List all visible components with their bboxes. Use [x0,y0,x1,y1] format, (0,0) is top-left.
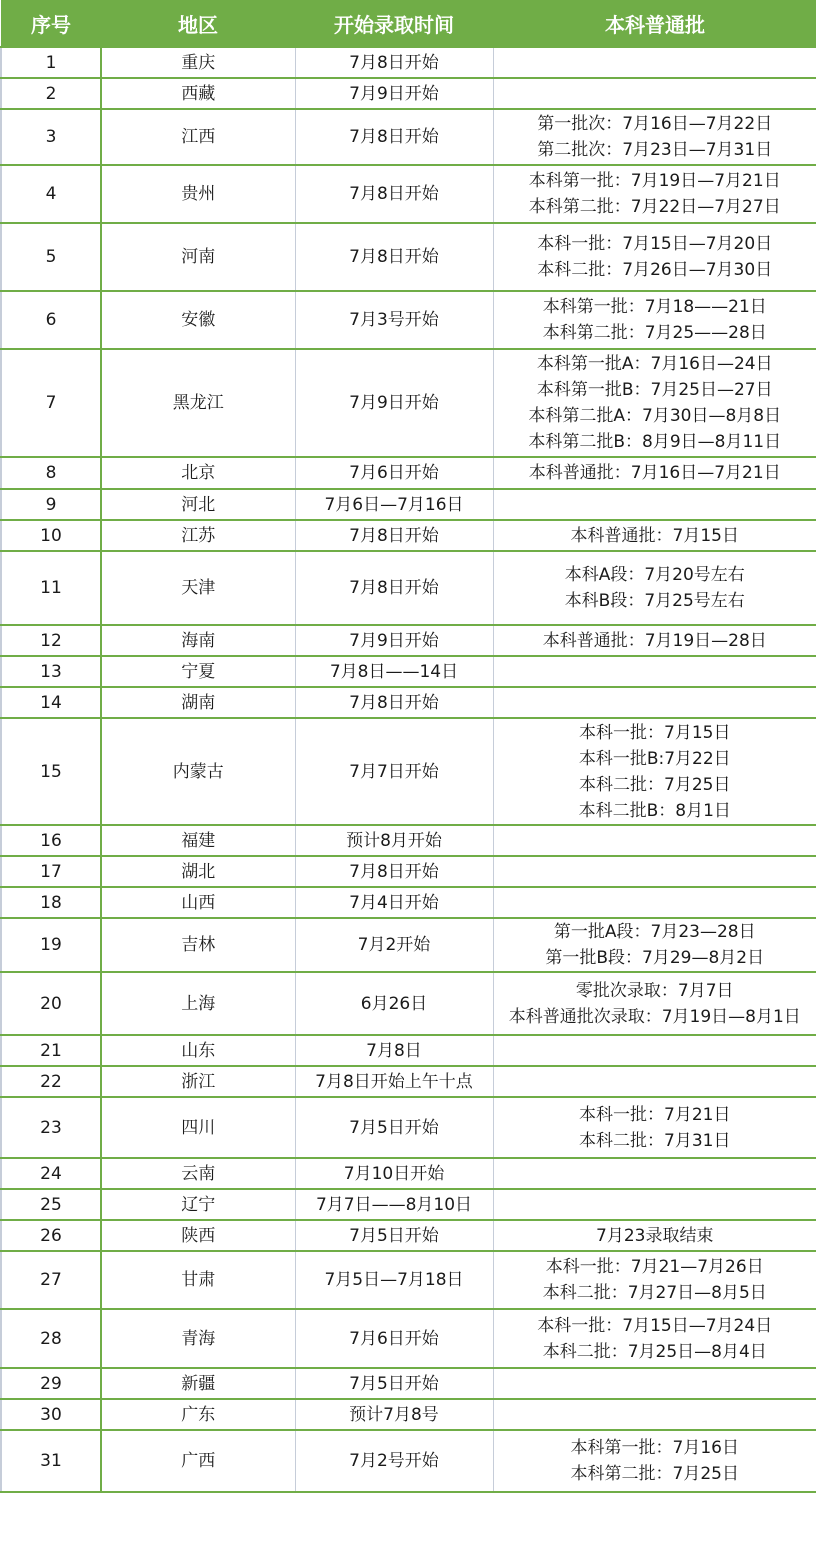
table-row [1,1035,816,1066]
row-batch-schedule [493,1220,816,1251]
row-region: 陕西 [101,1220,295,1251]
row-start-time: 7月8日开始 [295,47,493,78]
batch-line: 第二批次：7月23日—7月31日 [537,140,773,160]
row-batch-schedule [493,918,816,972]
row-region: 河北 [101,489,295,520]
header-region: 地区 [101,0,295,47]
row-batch-schedule [493,1368,816,1399]
row-index: 6 [1,291,101,349]
row-region: 浙江 [101,1066,295,1097]
table-row [1,856,816,887]
row-index: 29 [1,1368,101,1399]
batch-line: 本科第一批B：7月25日—27日 [536,380,773,400]
row-region: 贵州 [101,165,295,223]
row-start-time: 7月6日开始 [295,1309,493,1368]
row-region: 湖北 [101,856,295,887]
row-region: 新疆 [101,1368,295,1399]
row-batch-schedule [493,1158,816,1189]
row-region: 江苏 [101,520,295,551]
row-region: 甘肃 [101,1251,295,1309]
batch-line: 本科一批B:7月22日 [578,748,731,769]
row-index: 7 [1,349,101,457]
row-start-time: 预计8月开始 [295,825,493,856]
row-region: 山东 [101,1035,295,1066]
batch-line: 本科一批：7月15日—7月20日 [537,234,773,254]
table-row [1,47,816,78]
row-batch-schedule [493,1309,816,1368]
table-row [1,1430,816,1492]
table-body [1,47,816,1492]
table-row [1,1220,816,1251]
row-index: 14 [1,687,101,718]
table-row [1,1251,816,1309]
table-row [1,520,816,551]
row-region: 重庆 [101,47,295,78]
row-start-time: 7月6日—7月16日 [295,489,493,520]
row-batch-schedule [493,349,816,457]
row-region: 北京 [101,457,295,489]
row-region: 青海 [101,1309,295,1368]
row-start-time: 7月8日开始 [295,520,493,551]
row-batch-schedule [493,165,816,223]
row-batch-schedule [493,856,816,887]
row-start-time: 7月8日开始 [295,856,493,887]
table-row [1,1097,816,1158]
batch-line: 第一批A段：7月23—28日 [553,922,756,942]
row-batch-schedule [493,1097,816,1158]
batch-line: 本科二批B：8月1日 [578,800,731,821]
batch-line: 第一批次：7月16日—7月22日 [537,114,773,134]
row-index: 12 [1,625,101,656]
batch-line: 本科第二批A：7月30日—8月8日 [528,406,782,426]
row-index: 26 [1,1220,101,1251]
batch-line: 本科二批：7月27日—8月5日 [542,1283,767,1303]
row-batch-schedule [493,825,816,856]
table-row [1,887,816,918]
batch-line: 本科二批：7月26日—7月30日 [537,260,773,280]
row-start-time: 7月5日开始 [295,1368,493,1399]
row-index: 25 [1,1189,101,1220]
row-index: 1 [1,47,101,78]
row-region: 宁夏 [101,656,295,687]
row-index: 17 [1,856,101,887]
row-batch-schedule [493,1035,816,1066]
row-region: 河南 [101,223,295,291]
row-batch-schedule [493,291,816,349]
row-region: 吉林 [101,918,295,972]
table-row [1,551,816,625]
row-index: 27 [1,1251,101,1309]
table-row [1,687,816,718]
header-start-time: 开始录取时间 [295,0,493,47]
batch-line: 7月23录取结束 [596,1225,714,1246]
row-index: 19 [1,918,101,972]
row-index: 11 [1,551,101,625]
batch-line: 本科B段：7月25号左右 [564,591,745,611]
row-start-time: 7月3号开始 [295,291,493,349]
row-region: 湖南 [101,687,295,718]
row-batch-schedule [493,1430,816,1492]
row-start-time: 7月8日——14日 [295,656,493,687]
batch-line: 本科第二批：7月22日—7月27日 [528,197,781,217]
row-start-time: 6月26日 [295,972,493,1035]
table-row [1,489,816,520]
batch-line: 本科普通批：7月16日—7月21日 [528,463,781,483]
batch-line: 本科二批：7月25日—8月4日 [542,1341,767,1362]
row-start-time: 7月7日——8月10日 [295,1189,493,1220]
row-index: 16 [1,825,101,856]
table-row [1,1399,816,1430]
row-batch-schedule [493,551,816,625]
row-region: 福建 [101,825,295,856]
row-batch-schedule [493,687,816,718]
row-index: 15 [1,718,101,825]
row-index: 28 [1,1309,101,1368]
row-index: 10 [1,520,101,551]
row-batch-schedule [493,520,816,551]
row-index: 18 [1,887,101,918]
batch-line: 第一批B段：7月29—8月2日 [545,948,765,968]
batch-line: 本科第一批：7月18——21日 [542,297,767,317]
row-batch-schedule [493,47,816,78]
table-row [1,625,816,656]
row-index: 23 [1,1097,101,1158]
table-row [1,457,816,489]
table-row [1,972,816,1035]
row-index: 20 [1,972,101,1035]
table-row [1,1158,816,1189]
table-row [1,1309,816,1368]
row-batch-schedule [493,1189,816,1220]
row-batch-schedule [493,1066,816,1097]
row-batch-schedule [493,1399,816,1430]
row-index: 22 [1,1066,101,1097]
row-region: 海南 [101,625,295,656]
row-region: 山西 [101,887,295,918]
row-batch-schedule [493,887,816,918]
row-index: 31 [1,1430,101,1492]
row-start-time: 预计7月8号 [295,1399,493,1430]
row-region: 辽宁 [101,1189,295,1220]
batch-line: 本科二批：7月31日 [579,1130,731,1151]
table-row [1,656,816,687]
row-start-time: 7月9日开始 [295,625,493,656]
table-row [1,223,816,291]
row-batch-schedule [493,489,816,520]
batch-line: 本科第二批：7月25日 [570,1464,739,1484]
row-start-time: 7月8日开始 [295,165,493,223]
table-row [1,1189,816,1220]
row-start-time: 7月5日开始 [295,1097,493,1158]
table-row [1,918,816,972]
row-region: 广东 [101,1399,295,1430]
batch-line: 本科第二批：7月25——28日 [542,323,767,343]
row-start-time: 7月9日开始 [295,349,493,457]
row-index: 24 [1,1158,101,1189]
batch-line: 本科普通批：7月15日 [570,525,739,546]
row-region: 内蒙古 [101,718,295,825]
row-batch-schedule [493,457,816,489]
table-row [1,1066,816,1097]
row-batch-schedule [493,972,816,1035]
row-start-time: 7月7日开始 [295,718,493,825]
batch-line: 本科第二批B：8月9日—8月11日 [528,432,782,452]
batch-line: 本科第一批：7月19日—7月21日 [528,171,781,191]
batch-line: 本科第一批：7月16日 [570,1438,739,1458]
batch-line: 本科第一批A：7月16日—24日 [536,354,773,374]
row-batch-schedule [493,109,816,165]
row-region: 云南 [101,1158,295,1189]
batch-line: 本科一批：7月21—7月26日 [545,1257,764,1277]
table-row [1,349,816,457]
row-start-time: 7月8日 [295,1035,493,1066]
row-start-time: 7月8日开始 [295,551,493,625]
row-start-time: 7月2开始 [295,918,493,972]
row-start-time: 7月4日开始 [295,887,493,918]
row-batch-schedule [493,718,816,825]
table-row [1,825,816,856]
row-index: 4 [1,165,101,223]
batch-line: 本科普通批次录取：7月19日—8月1日 [508,1006,801,1027]
batch-line: 本科二批：7月25日 [579,774,731,795]
header-index: 序号 [1,0,101,47]
row-region: 黑龙江 [101,349,295,457]
table-row [1,109,816,165]
row-index: 5 [1,223,101,291]
row-start-time: 7月8日开始上午十点 [295,1066,493,1097]
row-batch-schedule [493,223,816,291]
row-region: 江西 [101,109,295,165]
batch-line: 本科A段：7月20号左右 [564,565,745,585]
row-index: 30 [1,1399,101,1430]
row-batch-schedule [493,625,816,656]
row-batch-schedule [493,656,816,687]
batch-line: 零批次录取：7月7日 [575,980,734,1001]
row-region: 上海 [101,972,295,1035]
row-start-time: 7月5日—7月18日 [295,1251,493,1309]
row-region: 广西 [101,1430,295,1492]
row-region: 天津 [101,551,295,625]
row-index: 8 [1,457,101,489]
row-index: 2 [1,78,101,109]
header-row [1,0,816,47]
row-start-time: 7月2号开始 [295,1430,493,1492]
batch-line: 本科一批：7月21日 [579,1104,731,1125]
batch-line: 本科一批：7月15日—7月24日 [537,1315,773,1336]
table-row [1,291,816,349]
table-row [1,165,816,223]
row-start-time: 7月9日开始 [295,78,493,109]
table-row [1,718,816,825]
table-row [1,1368,816,1399]
table-row [1,78,816,109]
row-region: 西藏 [101,78,295,109]
row-start-time: 7月5日开始 [295,1220,493,1251]
row-region: 四川 [101,1097,295,1158]
row-start-time: 7月6日开始 [295,457,493,489]
batch-line: 本科普通批：7月19日—28日 [542,630,767,651]
row-index: 3 [1,109,101,165]
batch-line: 本科一批：7月15日 [579,722,731,743]
row-start-time: 7月8日开始 [295,223,493,291]
row-index: 21 [1,1035,101,1066]
row-start-time: 7月10日开始 [295,1158,493,1189]
row-index: 13 [1,656,101,687]
row-batch-schedule [493,1251,816,1309]
row-start-time: 7月8日开始 [295,687,493,718]
row-batch-schedule [493,78,816,109]
row-index: 9 [1,489,101,520]
row-start-time: 7月8日开始 [295,109,493,165]
header-undergrad-batch: 本科普通批 [493,0,816,47]
row-region: 安徽 [101,291,295,349]
